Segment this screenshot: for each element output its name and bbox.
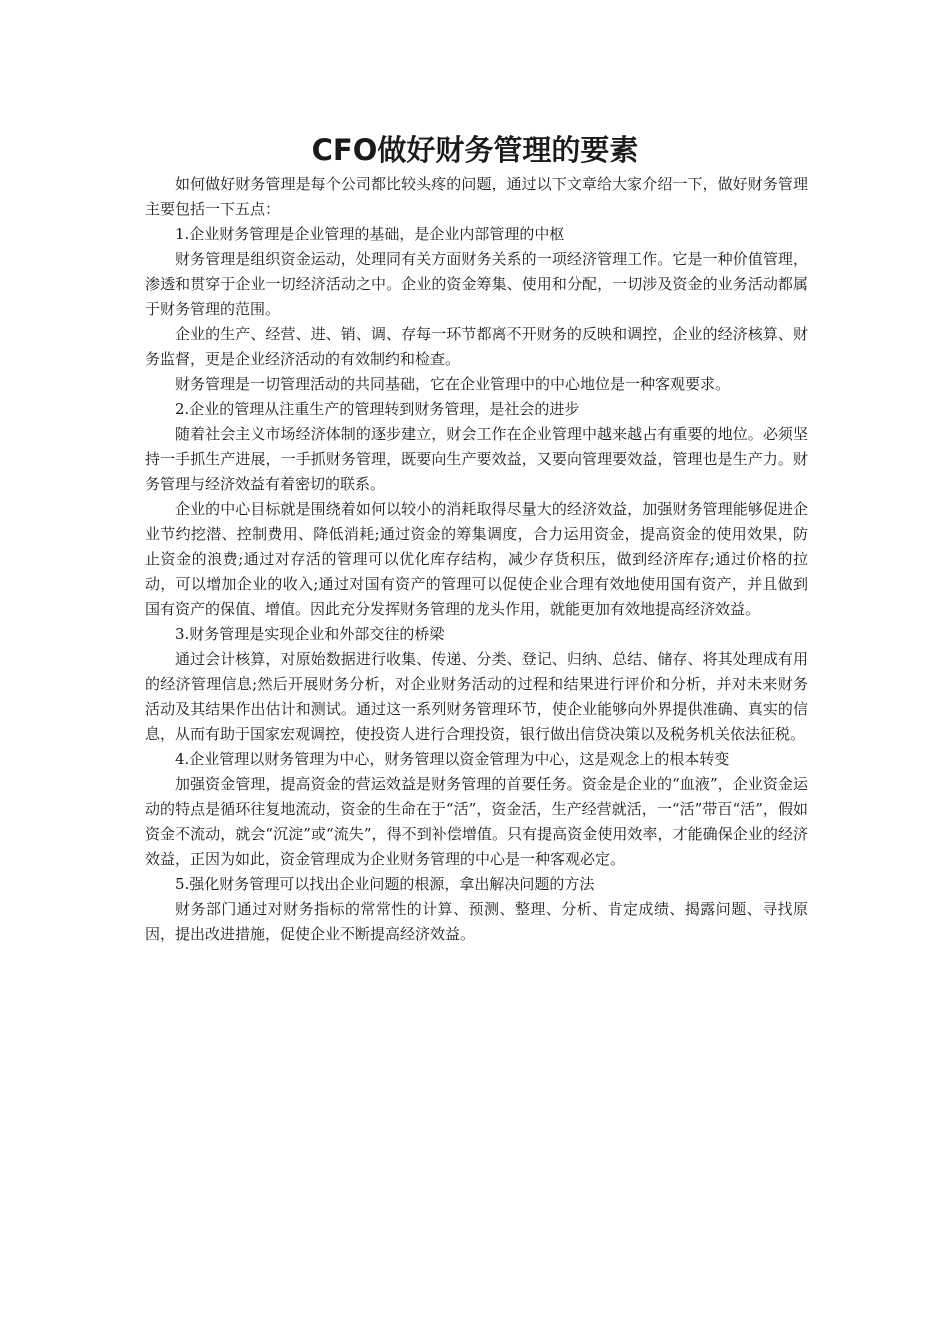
section-heading-3: 3.财务管理是实现企业和外部交往的桥梁 [175, 625, 445, 643]
section-heading-4: 4.企业管理以财务管理为中心，财务管理以资金管理为中心，这是观念上的根本转变 [175, 750, 730, 768]
body-paragraph: 随着社会主义市场经济体制的逐步建立，财会工作在企业管理中越来越占有重要的地位。必须坚持一手抓生产进展，一手抓财务管理，既要向生产要效益，又要向管理要效益，管理也是生产力。财务管理与经济效益有着密切的联系。 [145, 425, 808, 493]
section-heading-1: 1.企业财务管理是企业管理的基础，是企业内部管理的中枢 [175, 225, 565, 243]
document-body [145, 172, 808, 947]
section-heading-5: 5.强化财务管理可以找出企业问题的根源，拿出解决问题的方法 [175, 875, 595, 893]
section-heading-2: 2.企业的管理从注重生产的管理转到财务管理，是社会的进步 [175, 400, 580, 418]
body-paragraph: 财务部门通过对财务指标的常常性的计算、预测、整理、分析、肯定成绩、揭露问题、寻找原因，提出改进措施，促使企业不断提高经济效益。 [145, 900, 808, 943]
intro-paragraph: 如何做好财务管理是每个公司都比较头疼的问题，通过以下文章给大家介绍一下，做好财务管理主要包括一下五点： [145, 175, 808, 218]
document-title: CFO做好财务管理的要素 [311, 133, 639, 167]
body-paragraph: 财务管理是一切管理活动的共同基础，它在企业管理中的中心地位是一种客观要求。 [175, 375, 731, 393]
body-paragraph: 企业的生产、经营、进、销、调、存每一环节都离不开财务的反映和调控，企业的经济核算、财务监督，更是企业经济活动的有效制约和检查。 [145, 325, 808, 368]
body-paragraph: 通过会计核算，对原始数据进行收集、传递、分类、登记、归纳、总结、储存、将其处理成有用的经济管理信息;然后开展财务分析，对企业财务活动的过程和结果进行评价和分析，并对未来财务活动及其结果作出估计和测试。通过这一系列财务管理环节，使企业能够向外界提供准确、真实的信息，从而有助于国家宏观调控，使投资人进行合理投资，银行做出信贷决策以及税务机关依法征税。 [145, 650, 808, 743]
body-paragraph: 财务管理是组织资金运动，处理同有关方面财务关系的一项经济管理工作。它是一种价值管理，渗透和贯穿于企业一切经济活动之中。企业的资金筹集、使用和分配，一切涉及资金的业务活动都属于财务管理的范围。 [145, 250, 808, 318]
body-paragraph: 企业的中心目标就是围绕着如何以较小的消耗取得尽量大的经济效益，加强财务管理能够促进企业节约挖潜、控制费用、降低消耗;通过资金的筹集调度，合力运用资金，提高资金的使用效果，防止资金的浪费;通过对存活的管理可以优化库存结构，减少存货积压，做到经济库存;通过价格的拉动，可以增加企业的收入;通过对国有资产的管理可以促使企业合理有效地使用国有资产，并且做到国有资产的保值、增值。因此充分发挥财务管理的龙头作用，就能更加有效地提高经济效益。 [145, 500, 808, 618]
body-paragraph: 加强资金管理，提高资金的营运效益是财务管理的首要任务。资金是企业的“血液”，企业资金运动的特点是循环往复地流动，资金的生命在于“活”，资金活，生产经营就活，一“活”带百“活”，假如资金不流动，就会“沉淀”或“流失”，得不到补偿增值。只有提高资金使用效率，才能确保企业的经济效益，正因为如此，资金管理成为企业财务管理的中心是一种客观必定。 [145, 775, 808, 868]
